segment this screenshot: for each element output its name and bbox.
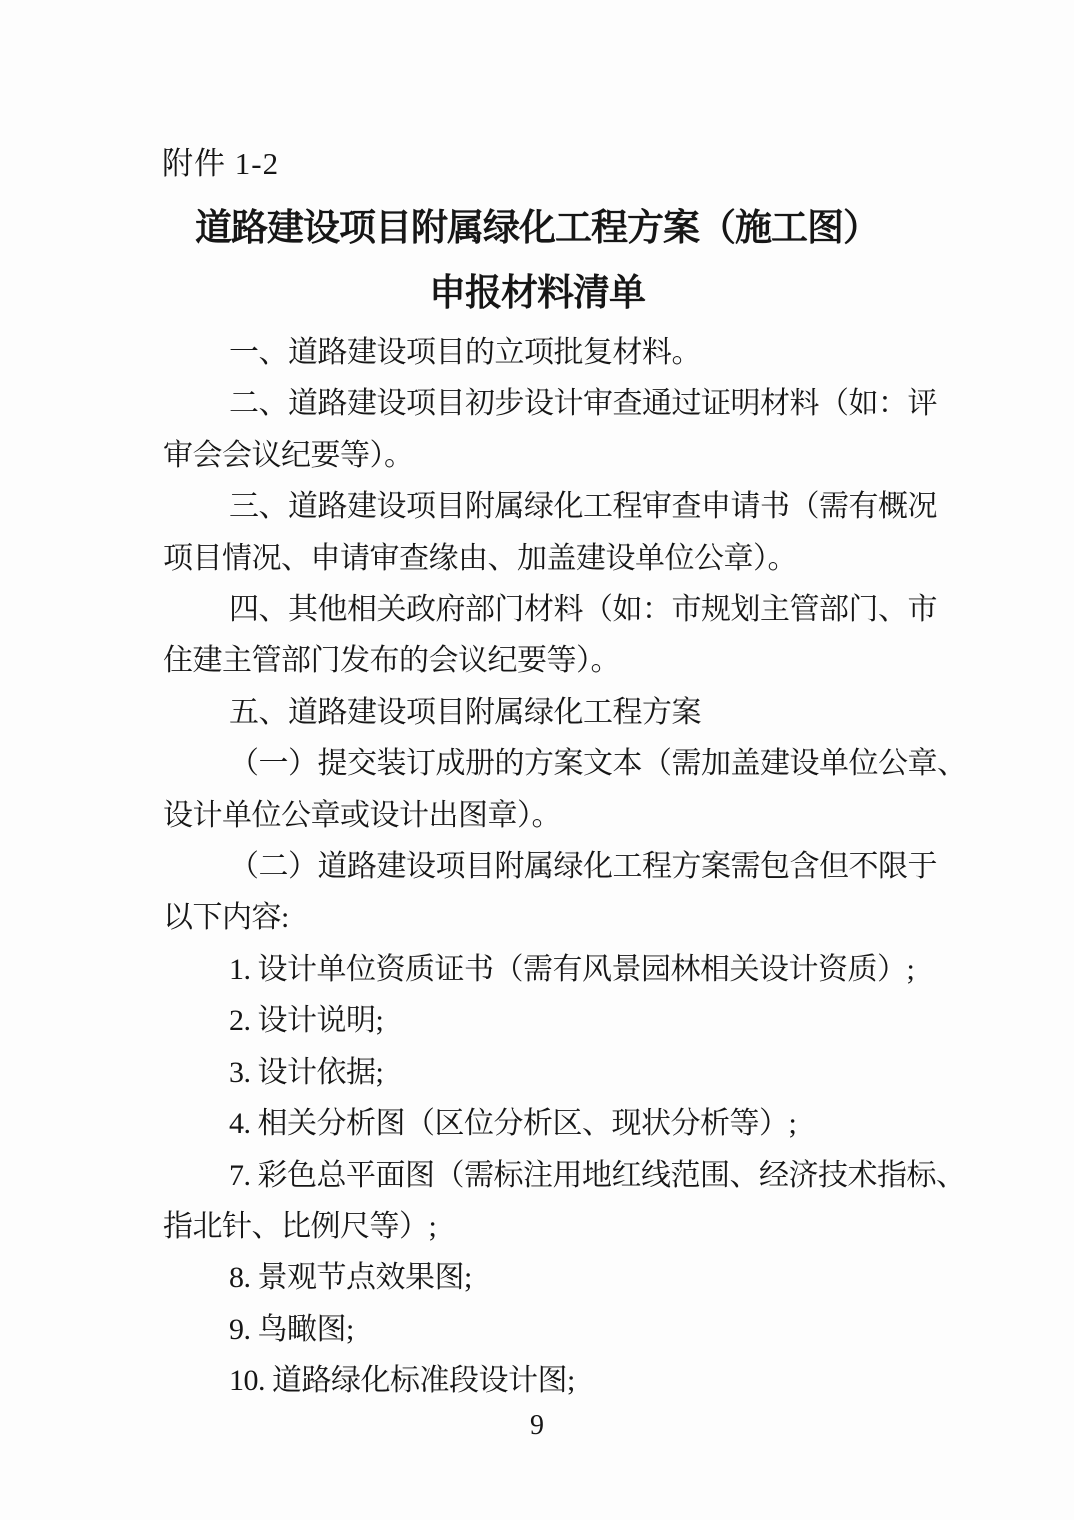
- document-title-line2: 申报材料清单: [429, 272, 645, 313]
- document-line: 设计单位公章或设计出图章）。: [163, 798, 561, 832]
- document-title-line1: 道路建设项目附属绿化工程方案（施工图）: [195, 207, 879, 248]
- document-line: 五、道路建设项目附属绿化工程方案: [229, 695, 701, 729]
- document-line: （二）道路建设项目附属绿化工程方案需包含但不限于: [229, 850, 937, 884]
- document-line: 以下内容:: [163, 901, 289, 935]
- document-line: 10. 道路绿化标准段设计图;: [229, 1364, 575, 1398]
- document-line: 7. 彩色总平面图（需标注用地红线范围、经济技术指标、: [229, 1158, 966, 1192]
- document-body: [163, 327, 967, 1407]
- document-line: 二、道路建设项目初步设计审查通过证明材料（如：评: [229, 387, 937, 421]
- document-line: 9. 鸟瞰图;: [229, 1312, 354, 1346]
- document-line: 住建主管部门发布的会议纪要等）。: [163, 644, 620, 678]
- document-line: 项目情况、申请审查缘由、加盖建设单位公章）。: [163, 541, 797, 575]
- document-line: 一、道路建设项目的立项批复材料。: [229, 336, 701, 369]
- document-line: 4. 相关分析图（区位分析区、现状分析等）;: [229, 1107, 797, 1141]
- document-line: 三、道路建设项目附属绿化工程审查申请书（需有概况: [229, 490, 937, 524]
- attachment-label: 附件 1-2: [162, 146, 280, 181]
- document-line: 2. 设计说明;: [229, 1004, 384, 1038]
- page-number: 9: [530, 1410, 544, 1441]
- document-line: 审会会议纪要等）。: [163, 438, 414, 472]
- document-line: 3. 设计依据;: [229, 1055, 384, 1089]
- document-line: 四、其他相关政府部门材料（如：市规划主管部门、市: [229, 593, 937, 627]
- document-line: 1. 设计单位资质证书（需有风景园林相关设计资质）;: [229, 952, 915, 986]
- document-line: 指北针、比例尺等）;: [163, 1209, 437, 1243]
- document-line: （一）提交装订成册的方案文本（需加盖建设单位公章、: [229, 747, 967, 781]
- document-line: 8. 景观节点效果图;: [229, 1261, 472, 1295]
